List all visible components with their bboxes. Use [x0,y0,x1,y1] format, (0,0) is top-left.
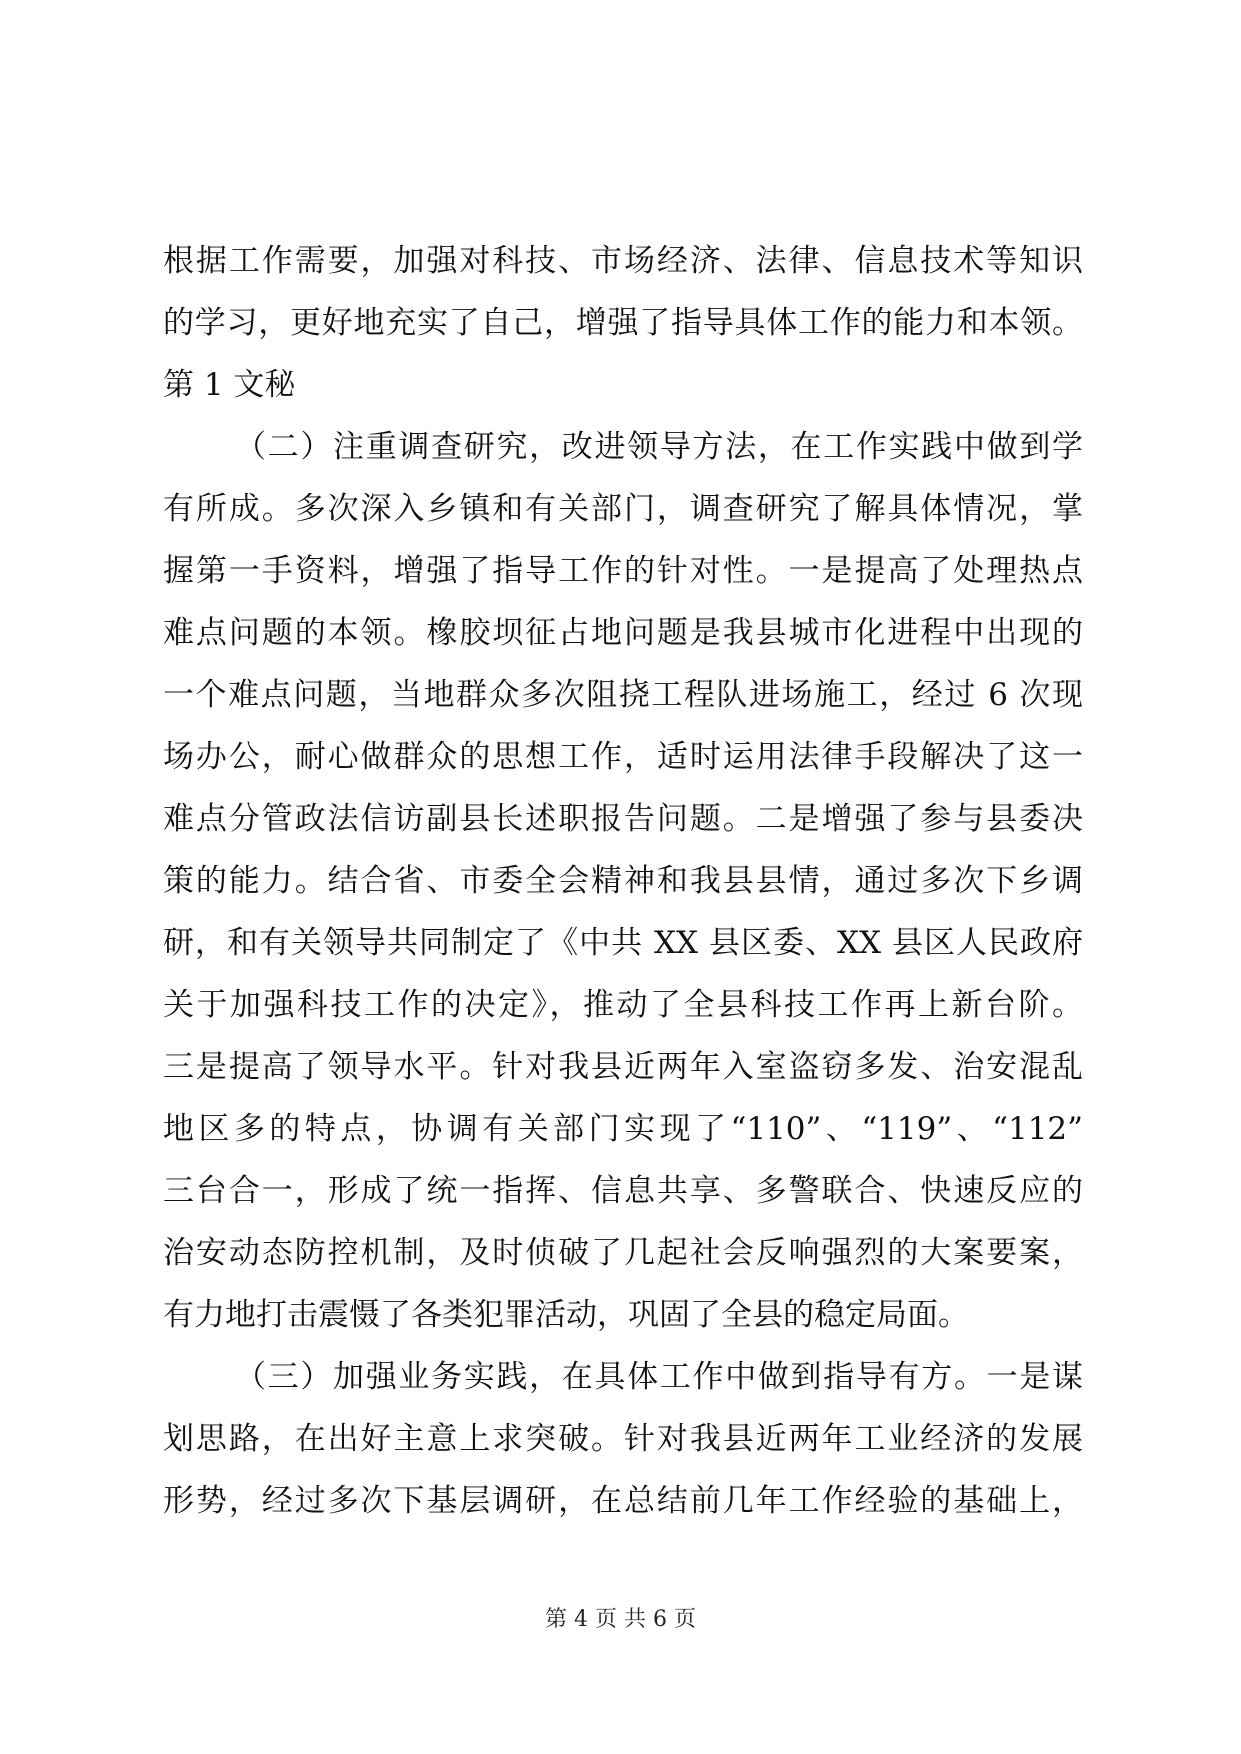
text-line: 治安动态防控机制，及时侦破了几起社会反响强烈的大案要案， [163,1235,1083,1271]
text-line: 根据工作需要，加强对科技、市场经济、法律、信息技术等知识 [163,243,1083,279]
text-line: 研，和有关领导共同制定了《中共 XX 县区委、XX 县区人民政府 [163,925,1083,961]
text-line: 一个难点问题，当地群众多次阻挠工程队进场施工，经过 6 次现 [163,677,1083,713]
text-line: 形势，经过多次下基层调研，在总结前几年工作经验的基础上， [163,1483,1083,1519]
text-line: 有力地打击震慑了各类犯罪活动，巩固了全县的稳定局面。 [163,1297,969,1333]
text-line: 地区多的特点，协调有关部门实现了“110”、“119”、“112” [163,1111,1083,1147]
text-line: 第 1 文秘 [163,367,296,403]
text-line: 策的能力。结合省、市委全会精神和我县县情，通过多次下乡调 [163,863,1083,899]
body-text [163,230,1083,1532]
paragraph-heading-line: （三）加强业务实践，在具体工作中做到指导有方。一是谋 [235,1359,1083,1395]
text-line: 的学习，更好地充实了自己，增强了指导具体工作的能力和本领。 [163,305,1083,341]
text-line: 三是提高了领导水平。针对我县近两年入室盗窃多发、治安混乱 [163,1049,1083,1085]
text-line: 有所成。多次深入乡镇和有关部门，调查研究了解具体情况，掌 [163,491,1083,527]
text-line: 难点分管政法信访副县长述职报告问题。二是增强了参与县委决 [163,801,1083,837]
page-number-footer: 第 4 页 共 6 页 [545,1607,696,1632]
text-line: 难点问题的本领。橡胶坝征占地问题是我县城市化进程中出现的 [163,615,1083,651]
paragraph-heading-line: （二）注重调查研究，改进领导方法，在工作实践中做到学 [235,429,1083,465]
text-line: 三台合一，形成了统一指挥、信息共享、多警联合、快速反应的 [163,1173,1083,1209]
text-line: 握第一手资料，增强了指导工作的针对性。一是提高了处理热点 [163,553,1083,589]
text-line: 划思路，在出好主意上求突破。针对我县近两年工业经济的发展 [163,1421,1083,1457]
text-line: 关于加强科技工作的决定》，推动了全县科技工作再上新台阶。 [163,987,1083,1023]
text-line: 场办公，耐心做群众的思想工作，适时运用法律手段解决了这一 [163,739,1083,775]
